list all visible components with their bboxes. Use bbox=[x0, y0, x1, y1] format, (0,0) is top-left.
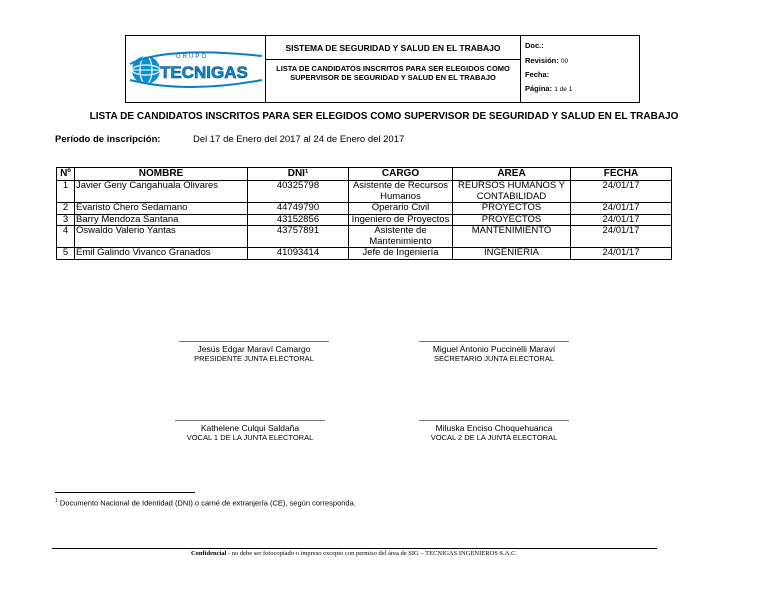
confidential-text: - no debe ser fotocopiado o impreso excepto con permiso del área de SIG – TECNIGAS INGENIEROS S.A.C. bbox=[226, 550, 518, 557]
cell-fecha: 24/01/17 bbox=[571, 248, 672, 260]
cell-fecha: 24/01/17 bbox=[571, 214, 672, 226]
signature-line bbox=[419, 341, 569, 342]
revision-field: Revisión: 00 bbox=[525, 56, 569, 65]
col-header-cargo: CARGO bbox=[349, 168, 453, 181]
signer-name: Miluska Enciso Choquehuanca bbox=[435, 423, 553, 433]
cell-cargo: Operario Civil bbox=[349, 203, 453, 215]
cell-nombre: Evaristo Chero Sedamano bbox=[75, 203, 248, 215]
signer-name: Miguel Antonio Puccinelli Maraví bbox=[432, 344, 556, 354]
footnote-text: Documento Nacional de Identidad (DNI) o carné de extranjería (CE), según corresponda. bbox=[57, 498, 356, 508]
cell-dni: 40325798 bbox=[248, 181, 349, 203]
signature-line bbox=[419, 420, 569, 421]
signer-role: VOCAL 1 DE LA JUNTA ELECTORAL bbox=[186, 433, 314, 442]
cell-area: INGENIERIA bbox=[453, 248, 571, 260]
cell-cargo: Jefe de Ingeniería bbox=[349, 248, 453, 260]
tecnigas-logo-icon bbox=[126, 36, 266, 102]
cell-dni: 43757891 bbox=[248, 226, 349, 248]
svg-text:GRUPO: GRUPO bbox=[176, 54, 209, 60]
fecha-field: Fecha: bbox=[525, 70, 550, 79]
table-row bbox=[57, 203, 672, 215]
signature-line bbox=[175, 420, 325, 421]
cell-cargo: Asistente de Mantenimiento bbox=[349, 226, 453, 248]
cell-number: 4 bbox=[57, 226, 75, 248]
footnote bbox=[55, 498, 356, 508]
page-title: LISTA DE CANDIDATOS INSCRITOS PARA SER ELEGIDOS COMO SUPERVISOR DE SEGURIDAD Y SALUD EN EL TRABAJO bbox=[89, 111, 679, 122]
signer-role: SECRETARIO JUNTA ELECTORAL bbox=[433, 354, 555, 363]
cell-nombre: Javier Geny Cangahuala Olivares bbox=[75, 181, 248, 203]
col-header-dni: DNI¹ bbox=[248, 168, 349, 181]
svg-text:TECNIGAS: TECNIGAS bbox=[160, 63, 248, 82]
cell-nombre: Barry Mendoza Santana bbox=[75, 214, 248, 226]
cell-dni: 41093414 bbox=[248, 248, 349, 260]
confidential-notice bbox=[0, 550, 708, 557]
cell-number: 3 bbox=[57, 214, 75, 226]
cell-number: 2 bbox=[57, 203, 75, 215]
col-header-number: Nº bbox=[57, 168, 75, 181]
table-header-row bbox=[57, 168, 672, 181]
footnote-marker: 1 bbox=[55, 498, 58, 504]
pagina-field: Página: 1 de 1 bbox=[525, 84, 573, 93]
cell-dni: 43152856 bbox=[248, 214, 349, 226]
signer-role: PRESIDENTE JUNTA ELECTORAL bbox=[194, 354, 314, 363]
document-meta bbox=[521, 36, 639, 102]
cell-nombre: Emil Galindo Vivanco Granados bbox=[75, 248, 248, 260]
cell-area: MANTENIMIENTO bbox=[453, 226, 571, 248]
table-row bbox=[57, 248, 672, 260]
cell-area: PROYECTOS bbox=[453, 214, 571, 226]
system-title: SISTEMA DE SEGURIDAD Y SALUD EN EL TRABAJO bbox=[266, 36, 520, 60]
signature-secretary bbox=[394, 341, 594, 364]
signature-line bbox=[179, 341, 329, 342]
document-subtitle: LISTA DE CANDIDATOS INSCRITOS PARA SER ELEGIDOS COMO SUPERVISOR DE SEGURIDAD Y SALUD EN EL TRABAJO bbox=[276, 64, 510, 82]
cell-fecha: 24/01/17 bbox=[571, 226, 672, 248]
candidates-table bbox=[56, 167, 672, 260]
col-header-area: ÁREA bbox=[453, 168, 571, 181]
period-value: Del 17 de Enero del 2017 al 24 de Enero del 2017 bbox=[193, 134, 405, 145]
footer-divider bbox=[52, 548, 657, 549]
confidential-label: Confidencial bbox=[190, 550, 227, 557]
col-header-nombre: NOMBRE bbox=[75, 168, 248, 181]
cell-nombre: Oswaldo Valerio Yantas bbox=[75, 226, 248, 248]
table-row bbox=[57, 226, 672, 248]
period-label: Período de inscripción: bbox=[55, 134, 161, 145]
cell-number: 5 bbox=[57, 248, 75, 260]
header-title-cell bbox=[266, 36, 521, 102]
cell-dni: 44749790 bbox=[248, 203, 349, 215]
signer-role: VOCAL 2 DE LA JUNTA ELECTORAL bbox=[430, 433, 558, 442]
signature-vocal-2 bbox=[394, 420, 594, 443]
cell-number: 1 bbox=[57, 181, 75, 203]
document-header bbox=[125, 35, 640, 103]
signer-name: Kathelene Culqui Saldaña bbox=[200, 423, 300, 433]
doc-label: Doc.: bbox=[525, 41, 544, 50]
signature-president bbox=[154, 341, 354, 364]
signer-name: Jesús Edgar Maraví Camargo bbox=[197, 344, 311, 354]
table-row bbox=[57, 214, 672, 226]
col-header-fecha: FECHA bbox=[571, 168, 672, 181]
cell-area: REURSOS HUMANOS Y CONTABILIDAD bbox=[453, 181, 571, 203]
cell-cargo: Asistente de Recursos Humanos bbox=[349, 181, 453, 203]
cell-cargo: Ingeniero de Proyectos bbox=[349, 214, 453, 226]
footnote-divider bbox=[55, 492, 195, 493]
cell-fecha: 24/01/17 bbox=[571, 203, 672, 215]
cell-fecha: 24/01/17 bbox=[571, 181, 672, 203]
signature-vocal-1 bbox=[150, 420, 350, 443]
cell-area: PROYECTOS bbox=[453, 203, 571, 215]
table-row bbox=[57, 181, 672, 203]
company-logo bbox=[126, 36, 266, 102]
registration-period bbox=[55, 134, 405, 145]
